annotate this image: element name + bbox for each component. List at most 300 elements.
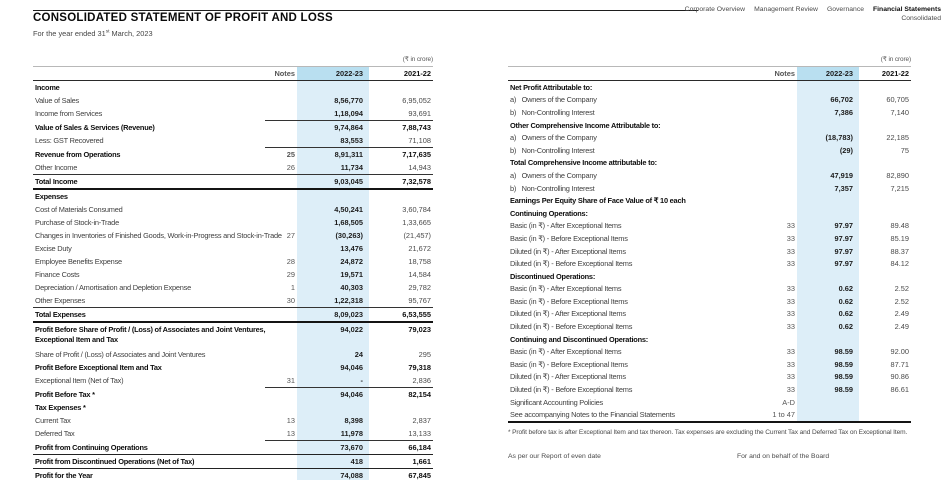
table-row: [33, 322, 433, 348]
row-value-previous: 71,108: [408, 136, 431, 145]
col-header-2022-23: 2022-23: [297, 67, 369, 81]
row-value-previous: [859, 270, 911, 283]
row-label: Diluted (in ₹) - After Exceptional Items: [510, 309, 626, 319]
table-row: [508, 283, 911, 296]
table-row: [33, 308, 433, 323]
row-label: Continuing and Discontinued Operations:: [510, 334, 648, 344]
row-value-previous: 93,691: [408, 109, 431, 118]
row-value-previous: 2.52: [894, 284, 909, 294]
row-value-previous: 88.37: [890, 246, 909, 256]
row-note: [265, 121, 297, 135]
table-row: [508, 345, 911, 358]
table-row: [508, 257, 911, 270]
row-value-previous: [859, 333, 911, 346]
row-note: 33: [786, 385, 795, 395]
table-row: [508, 106, 911, 119]
table-row: [33, 414, 433, 427]
row-label: Excise Duty: [35, 244, 72, 253]
row-value-current: [297, 81, 369, 95]
table-row: [33, 441, 433, 455]
table-header-row: [508, 67, 911, 81]
row-value-current: (30,263): [297, 229, 369, 242]
table-row: [508, 81, 911, 94]
table-row: [33, 175, 433, 190]
row-label: Profit from Discontinued Operations (Net of Tax): [33, 455, 265, 469]
row-value-previous: 75: [900, 145, 909, 155]
row-value-current: 1,68,505: [297, 216, 369, 229]
statement-table-left: [33, 55, 433, 480]
row-value-previous: 14,943: [408, 163, 431, 172]
row-note: [265, 81, 297, 95]
table-row: [508, 119, 911, 132]
table-row: [508, 371, 911, 384]
nav-active-label: Financial Statements: [873, 6, 941, 13]
table-row: [508, 358, 911, 371]
row-value-previous: 7,215: [890, 183, 909, 193]
row-value-current: 0.62: [797, 295, 859, 308]
table-row: [508, 270, 911, 283]
row-value-current: (18,783): [797, 131, 859, 144]
row-label: b) Non-Controlling Interest: [510, 183, 595, 193]
row-value-current: 1,22,318: [297, 294, 369, 308]
row-value-current: [797, 194, 859, 207]
row-note: [757, 144, 797, 157]
table-row: [508, 194, 911, 207]
row-label: Less: GST Recovered: [35, 136, 104, 146]
row-label: Profit Before Exceptional Item and Tax: [35, 363, 162, 372]
row-note: [757, 270, 797, 283]
row-value-current: [797, 157, 859, 170]
row-value-current: 0.62: [797, 308, 859, 321]
row-value-previous: 82,154: [369, 388, 433, 402]
row-label: Basic (in ₹) - After Exceptional Items: [510, 347, 622, 357]
table-row: [33, 469, 433, 480]
row-note: 33: [786, 246, 795, 256]
row-label: Basic (in ₹) - Before Exceptional Items: [510, 233, 628, 243]
row-value-current: 9,03,045: [297, 175, 369, 190]
row-label: Employee Benefits Expense: [35, 257, 122, 266]
row-value-previous: [859, 194, 911, 207]
header-rule: [33, 10, 698, 11]
row-value-previous: 2,837: [412, 416, 431, 425]
row-label: Other Income: [35, 163, 78, 172]
row-value-current: [797, 396, 859, 409]
row-note: 33: [786, 309, 795, 319]
table-row: [508, 207, 911, 220]
table-row: [508, 383, 911, 396]
row-note: [265, 308, 297, 323]
col-header-particulars: [508, 67, 757, 81]
nav-item-management-review: Management Review: [754, 6, 818, 13]
row-label: Diluted (in ₹) - After Exceptional Items: [510, 246, 626, 256]
statement-table-right: [508, 55, 911, 423]
row-note: 31: [286, 376, 295, 385]
row-value-previous: 22,185: [886, 133, 909, 143]
row-label: Basic (in ₹) - Before Exceptional Items: [510, 359, 628, 369]
row-value-current: 4,50,241: [297, 203, 369, 216]
row-label: Deferred Tax: [35, 429, 75, 439]
row-value-previous: 66,184: [369, 441, 433, 455]
row-value-current: 24: [297, 348, 369, 361]
row-value-current: [797, 333, 859, 346]
row-note: [265, 361, 297, 374]
row-note: 25: [265, 148, 297, 162]
row-label: Diluted (in ₹) - After Exceptional Items: [510, 372, 626, 382]
row-note: [265, 203, 297, 216]
row-value-previous: 3,60,784: [402, 205, 431, 214]
row-label: Basic (in ₹) - After Exceptional Items: [510, 284, 622, 294]
row-label: Significant Accounting Policies: [510, 397, 604, 407]
row-value-current: 98.59: [797, 371, 859, 384]
row-label: Basic (in ₹) - Before Exceptional Items: [510, 296, 628, 306]
table-row: [33, 361, 433, 374]
row-value-current: 8,398: [297, 414, 369, 427]
table-row: [33, 94, 433, 107]
table-row: [508, 333, 911, 346]
table-row: [33, 242, 433, 255]
row-label: Continuing Operations:: [510, 208, 588, 218]
table-row: [508, 232, 911, 245]
row-value-previous: 60,705: [886, 95, 909, 105]
row-value-previous: 87.71: [890, 359, 909, 369]
table-row: [33, 255, 433, 268]
row-value-previous: 13,133: [408, 429, 431, 438]
row-label: Basic (in ₹) - After Exceptional Items: [510, 221, 622, 231]
row-note: [757, 81, 797, 94]
row-value-previous: 18,758: [408, 257, 431, 266]
row-value-previous: [859, 207, 911, 220]
row-note: [265, 322, 297, 348]
row-note: [757, 157, 797, 170]
row-note: 13: [286, 429, 295, 438]
table-row: [508, 131, 911, 144]
row-value-previous: 90.86: [890, 372, 909, 382]
unit-note: (₹ in crore): [402, 56, 433, 63]
auditor-signature-line: As per our Report of even date: [508, 453, 601, 460]
row-value-previous: 6,53,555: [369, 308, 433, 323]
row-label: Earnings Per Equity Share of Face Value of ₹ 10 each: [510, 196, 686, 206]
table-row: [508, 169, 911, 182]
row-label: Diluted (in ₹) - Before Exceptional Items: [510, 259, 633, 269]
row-value-previous: 84.12: [890, 259, 909, 269]
table-row: [508, 220, 911, 233]
table-header-row: [33, 67, 433, 81]
table-row: [33, 388, 433, 402]
row-label: a) Owners of the Company: [510, 170, 597, 180]
row-value-previous: 89.48: [890, 221, 909, 231]
row-value-current: 11,734: [297, 161, 369, 175]
report-section-nav: [685, 6, 941, 22]
col-header-2021-22: 2021-22: [859, 67, 911, 81]
row-label: Profit from Continuing Operations: [33, 441, 265, 455]
unit-note: (₹ in crore): [880, 56, 911, 63]
row-value-previous: 67,845: [369, 469, 433, 480]
table-row: [33, 203, 433, 216]
nav-item-corporate-overview: Corporate Overview: [684, 6, 746, 13]
row-value-previous: (21,457): [403, 231, 431, 240]
nav-item-financial-statements: [873, 6, 941, 22]
row-note: A-D: [782, 397, 795, 407]
row-note: [265, 216, 297, 229]
row-value-previous: [859, 408, 911, 422]
row-label: a) Owners of the Company: [510, 133, 597, 143]
table-row: [33, 281, 433, 294]
row-note: [265, 134, 297, 148]
row-value-current: 1,18,094: [297, 107, 369, 121]
row-label: Share of Profit / (Loss) of Associates and Joint Ventures: [35, 350, 206, 359]
row-note: 33: [786, 284, 795, 294]
table-row: [508, 157, 911, 170]
row-value-current: 11,978: [297, 427, 369, 441]
row-label: Exceptional Item (Net of Tax): [35, 376, 124, 386]
row-value-previous: 85.19: [890, 233, 909, 243]
row-note: 33: [786, 322, 795, 332]
row-value-current: [797, 270, 859, 283]
row-value-previous: 79,318: [408, 363, 431, 372]
row-value-previous: 2.52: [894, 296, 909, 306]
row-value-current: 97.97: [797, 257, 859, 270]
row-value-previous: 79,023: [408, 325, 431, 334]
row-value-current: 98.59: [797, 345, 859, 358]
table-row: [33, 229, 433, 242]
table-row: [33, 148, 433, 162]
row-note: 27: [286, 231, 295, 240]
row-value-previous: 295: [418, 350, 431, 359]
row-value-current: 7,357: [797, 182, 859, 195]
row-value-previous: 7,88,743: [369, 121, 433, 135]
row-value-previous: 7,17,635: [369, 148, 433, 162]
row-label: Current Tax: [35, 416, 71, 425]
table-row: [33, 455, 433, 469]
row-value-current: 9,74,864: [297, 121, 369, 135]
row-note: [265, 388, 297, 402]
row-note: [757, 194, 797, 207]
row-note: [757, 333, 797, 346]
row-note: 33: [786, 347, 795, 357]
row-label: Cost of Materials Consumed: [35, 205, 123, 214]
row-value-current: -: [297, 374, 369, 388]
row-value-previous: 1,33,665: [402, 218, 431, 227]
row-value-current: 7,386: [797, 106, 859, 119]
row-value-current: 66,702: [797, 94, 859, 107]
table-row: [33, 401, 433, 414]
row-label: Finance Costs: [35, 270, 80, 279]
row-label: Expenses: [35, 192, 68, 201]
row-value-current: [297, 401, 369, 414]
row-note: 13: [286, 416, 295, 425]
row-label: Changes in Inventories of Finished Goods, Work-in-Progress and Stock-in-Trade: [35, 231, 282, 240]
table-row: [33, 189, 433, 203]
row-value-previous: [859, 81, 911, 94]
col-header-2021-22: 2021-22: [369, 67, 433, 81]
row-note: [757, 106, 797, 119]
row-value-previous: [369, 81, 433, 95]
row-note: [757, 94, 797, 107]
row-note: [265, 189, 297, 203]
table-row: [508, 182, 911, 195]
table-row: [33, 268, 433, 281]
row-note: [265, 242, 297, 255]
table-row: [33, 374, 433, 388]
row-value-previous: 92.00: [890, 347, 909, 357]
profit-before-tax-footnote: * Profit before tax is after Exceptional Item and tax thereon. Tax expenses are excluding the Current Tax and Deferred Tax on Exceptional Item.: [508, 429, 908, 436]
row-value-current: 40,303: [297, 281, 369, 294]
row-value-previous: 7,32,578: [369, 175, 433, 190]
row-label: Income: [35, 83, 60, 92]
row-note: [265, 175, 297, 190]
page-subtitle: [33, 29, 153, 38]
row-value-current: 19,571: [297, 268, 369, 281]
row-note: 33: [786, 233, 795, 243]
table-row: [508, 245, 911, 258]
row-label: Total Income: [33, 175, 265, 190]
row-note: [757, 119, 797, 132]
row-value-current: 0.62: [797, 283, 859, 296]
row-note: 1: [290, 283, 295, 292]
row-value-current: 47,919: [797, 169, 859, 182]
row-note: 29: [286, 270, 295, 279]
table-row: [33, 216, 433, 229]
row-label: b) Non-Controlling Interest: [510, 145, 595, 155]
row-note: [265, 348, 297, 361]
row-note: 26: [286, 163, 295, 172]
row-value-previous: 2.49: [894, 322, 909, 332]
col-header-notes: Notes: [265, 67, 297, 81]
row-value-current: 13,476: [297, 242, 369, 255]
row-label: Discontinued Operations:: [510, 271, 596, 281]
row-value-current: 97.97: [797, 245, 859, 258]
nav-active-sublabel: Consolidated: [901, 15, 941, 22]
row-value-current: [797, 408, 859, 422]
row-label: b) Non-Controlling Interest: [510, 107, 595, 117]
table-row: [33, 161, 433, 175]
row-value-previous: [859, 157, 911, 170]
row-note: [757, 207, 797, 220]
table-row: [508, 396, 911, 409]
col-header-2022-23: 2022-23: [797, 67, 859, 81]
row-label: Total Comprehensive Income attributable to:: [510, 158, 657, 168]
table-row: [508, 308, 911, 321]
row-value-current: [797, 81, 859, 94]
table-row: [33, 134, 433, 148]
page-title: CONSOLIDATED STATEMENT OF PROFIT AND LOSS: [33, 12, 333, 24]
row-label: Purchase of Stock-in-Trade: [35, 218, 119, 227]
row-note: [265, 469, 297, 480]
row-value-current: 0.62: [797, 320, 859, 333]
row-label: Revenue from Operations: [35, 149, 121, 159]
row-note: 33: [786, 359, 795, 369]
row-note: [265, 401, 297, 414]
subtitle-superscript: st: [105, 29, 110, 35]
col-header-particulars: [33, 67, 265, 81]
row-label: Other Comprehensive Income Attributable to:: [510, 120, 661, 130]
row-value-current: 8,56,770: [297, 94, 369, 107]
row-note: 33: [786, 259, 795, 269]
row-label: See accompanying Notes to the Financial Statements: [508, 408, 757, 422]
board-signature-line: For and on behalf of the Board: [737, 453, 830, 460]
row-note: 1 to 47: [757, 408, 797, 422]
row-value-current: 8,91,311: [297, 148, 369, 162]
table-row: [508, 295, 911, 308]
row-value-current: (29): [797, 144, 859, 157]
row-value-previous: 1,661: [369, 455, 433, 469]
row-value-current: 73,670: [297, 441, 369, 455]
row-label: Income from Services: [35, 109, 103, 119]
row-value-previous: 82,890: [886, 170, 909, 180]
row-value-current: 98.59: [797, 383, 859, 396]
row-label: Profit Before Tax *: [35, 389, 95, 399]
subtitle-text: For the year ended 31: [33, 29, 106, 38]
row-label: Net Profit Attributable to:: [510, 82, 593, 92]
row-value-previous: 29,782: [408, 283, 431, 292]
row-value-current: 8,09,023: [297, 308, 369, 323]
row-value-current: 97.97: [797, 232, 859, 245]
row-value-current: 24,872: [297, 255, 369, 268]
row-value-previous: 86.61: [890, 385, 909, 395]
table-row: [508, 144, 911, 157]
row-label: Value of Sales & Services (Revenue): [35, 122, 155, 132]
table-row: [508, 408, 911, 422]
nav-item-governance: Governance: [826, 6, 864, 13]
row-value-current: 94,046: [297, 388, 369, 402]
subtitle-text: March, 2023: [109, 29, 153, 38]
row-value-current: [797, 119, 859, 132]
row-label: Profit Before Share of Profit / (Loss) of Associates and Joint Ventures, Exceptional Item and Tax: [35, 325, 266, 344]
row-value-previous: [369, 189, 433, 203]
row-label: Value of Sales: [35, 96, 80, 105]
row-note: [265, 455, 297, 469]
row-note: [757, 182, 797, 195]
row-value-current: [297, 189, 369, 203]
row-note: 33: [786, 372, 795, 382]
row-value-current: 97.97: [797, 220, 859, 233]
table-row: [508, 94, 911, 107]
row-label: Diluted (in ₹) - Before Exceptional Items: [510, 385, 633, 395]
row-value-previous: 7,140: [890, 107, 909, 117]
table-row: [508, 320, 911, 333]
col-header-notes: Notes: [757, 67, 797, 81]
row-value-previous: [859, 119, 911, 132]
row-value-previous: 2,836: [412, 376, 431, 385]
row-note: 33: [786, 296, 795, 306]
row-note: 28: [286, 257, 295, 266]
row-note: [265, 94, 297, 107]
table-row: [33, 121, 433, 135]
row-value-previous: 14,584: [408, 270, 431, 279]
table-row: [33, 348, 433, 361]
row-value-current: 83,553: [297, 134, 369, 148]
row-value-previous: 6,95,052: [402, 96, 431, 105]
row-value-current: [797, 207, 859, 220]
table-row: [33, 81, 433, 95]
row-label: a) Owners of the Company: [510, 95, 597, 105]
row-label: Tax Expenses *: [35, 403, 86, 412]
row-note: [757, 131, 797, 144]
row-value-previous: 21,672: [408, 244, 431, 253]
table-row: [33, 427, 433, 441]
row-value-current: 98.59: [797, 358, 859, 371]
row-label: Profit for the Year: [33, 469, 265, 480]
table-row: [33, 294, 433, 308]
row-note: [265, 107, 297, 121]
row-value-previous: 2.49: [894, 309, 909, 319]
row-value-current: 418: [297, 455, 369, 469]
row-label: Diluted (in ₹) - Before Exceptional Items: [510, 322, 633, 332]
row-label: Other Expenses: [35, 296, 85, 305]
row-value-previous: 95,767: [408, 296, 431, 305]
row-value-current: 94,022: [297, 322, 369, 348]
row-label: Depreciation / Amortisation and Depletion Expense: [35, 283, 192, 292]
